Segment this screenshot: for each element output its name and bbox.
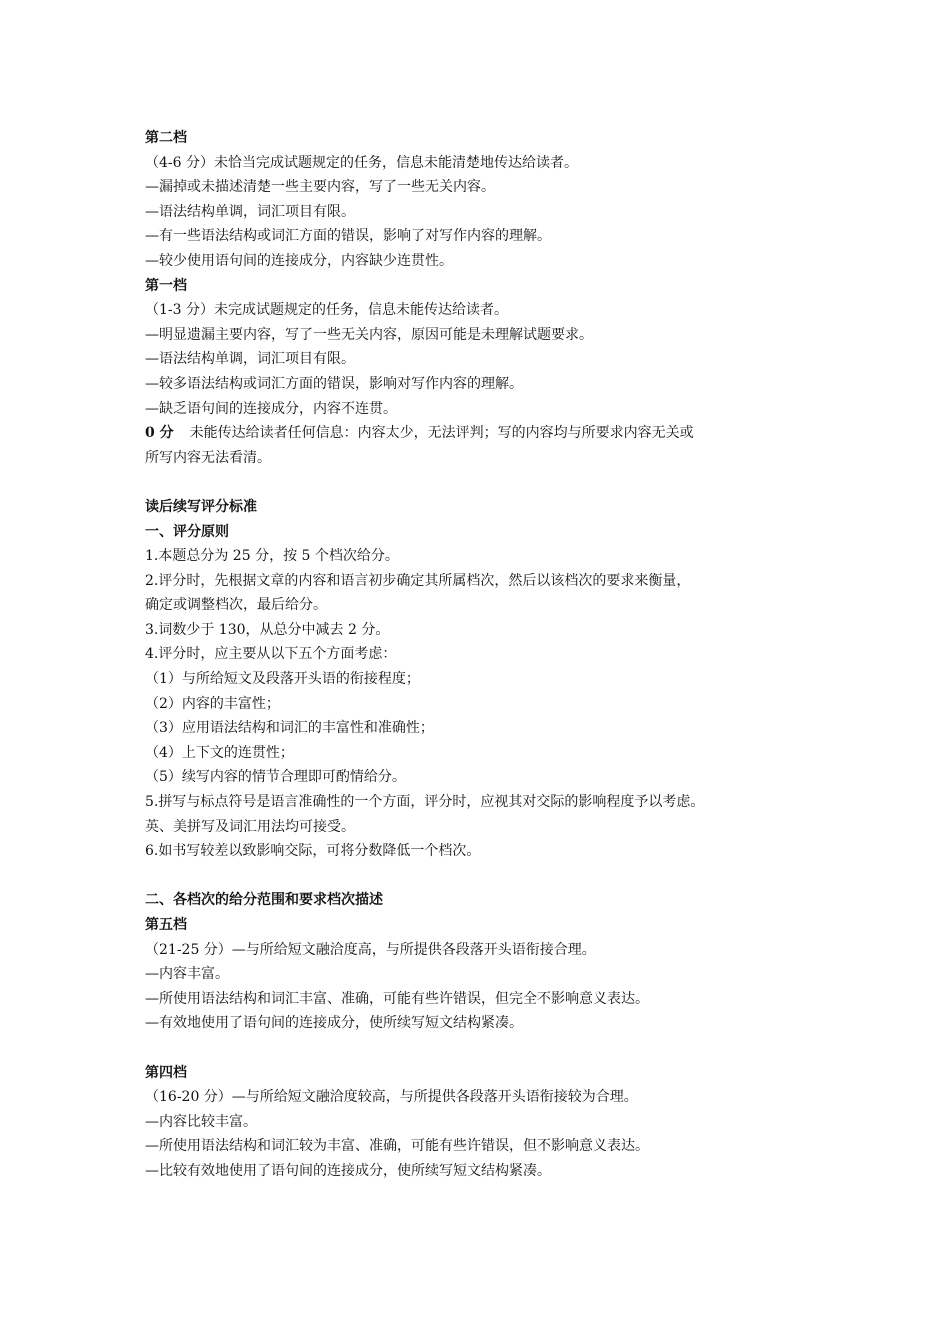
principle-line: 确定或调整档次，最后给分。 (145, 597, 327, 614)
level4-line: —所使用语法结构和词汇较为丰富、准确，可能有些许错误，但不影响意义表达。 (145, 1138, 649, 1155)
level5-line: —内容丰富。 (145, 966, 229, 983)
levels-heading: 二、各档次的给分范围和要求档次描述 (145, 892, 383, 909)
principle-line: 4.评分时，应主要从以下五个方面考虑： (145, 646, 397, 663)
level2-line: —语法结构单调，词汇项目有限。 (145, 203, 355, 220)
level2-line: （4-6 分）未恰当完成试题规定的任务，信息未能清楚地传达给读者。 (145, 154, 578, 171)
level1-heading: 第一档 (145, 277, 187, 294)
principle-line: （2）内容的丰富性； (145, 695, 280, 712)
spacer (145, 864, 835, 889)
level4-heading: 第四档 (145, 1064, 187, 1081)
level0-line-2: 所写内容无法看清。 (145, 449, 271, 466)
level5-line: —所使用语法结构和词汇丰富、准确，可能有些许错误，但完全不影响意义表达。 (145, 990, 649, 1007)
principle-line: 2.评分时，先根据文章的内容和语言初步确定其所属档次，然后以该档次的要求来衡量， (145, 572, 691, 589)
level4-line: —内容比较丰富。 (145, 1113, 257, 1130)
level0-score: 0 分 (145, 425, 174, 442)
principle-line: 5.拼写与标点符号是语言准确性的一个方面，评分时，应视其对交际的影响程度予以考虑。 (145, 794, 705, 811)
level0-line (145, 421, 835, 446)
level1-line: —明显遗漏主要内容，写了一些无关内容，原因可能是未理解试题要求。 (145, 326, 593, 343)
level2-line: —较少使用语句间的连接成分，内容缺少连贯性。 (145, 252, 453, 269)
level4-line: —比较有效地使用了语句间的连接成分，使所续写短文结构紧凑。 (145, 1162, 551, 1179)
principle-line: 3.词数少于 130，从总分中减去 2 分。 (145, 621, 390, 638)
level5-heading: 第五档 (145, 917, 187, 933)
principle-line: （3）应用语法结构和词汇的丰富性和准确性； (145, 720, 434, 737)
principle-line: （5）续写内容的情节合理即可酌情给分。 (145, 769, 406, 786)
level4-line: （16-20 分）—与所给短文融洽度较高，与所提供各段落开头语衔接较为合理。 (145, 1089, 638, 1106)
level1-line: —较多语法结构或词汇方面的错误，影响对写作内容的理解。 (145, 375, 523, 392)
level5-line: —有效地使用了语句间的连接成分，使所续写短文结构紧凑。 (145, 1015, 523, 1032)
principle-line: （4）上下文的连贯性； (145, 744, 294, 761)
principle-line: （1）与所给短文及段落开头语的衔接程度； (145, 671, 420, 688)
document-page (145, 126, 835, 1184)
level2-heading: 第二档 (145, 130, 187, 146)
section-title: 读后续写评分标准 (145, 498, 257, 515)
level5-line: （21-25 分）—与所给短文融洽度高，与所提供各段落开头语衔接合理。 (145, 941, 596, 958)
level1-line: （1-3 分）未完成试题规定的任务，信息未能传达给读者。 (145, 302, 508, 319)
principle-line: 英、美拼写及词汇用法均可接受。 (145, 818, 355, 835)
spacer (145, 1036, 835, 1061)
principle-line: 1.本题总分为 25 分，按 5 个档次给分。 (145, 548, 399, 565)
level2-line: —有一些语法结构或词汇方面的错误，影响了对写作内容的理解。 (145, 228, 551, 245)
level1-line: —语法结构单调，词汇项目有限。 (145, 351, 355, 368)
level0-text: 未能传达给读者任何信息：内容太少，无法评判；写的内容均与所要求内容无关或 (189, 425, 694, 442)
principle-line: 6.如书写较差以致影响交际，可将分数降低一个档次。 (145, 843, 481, 860)
level2-line: —漏掉或未描述清楚一些主要内容，写了一些无关内容。 (145, 179, 495, 196)
spacer (145, 470, 835, 495)
level1-line: —缺乏语句间的连接成分，内容不连贯。 (145, 400, 397, 417)
principles-heading: 一、评分原则 (145, 523, 229, 540)
